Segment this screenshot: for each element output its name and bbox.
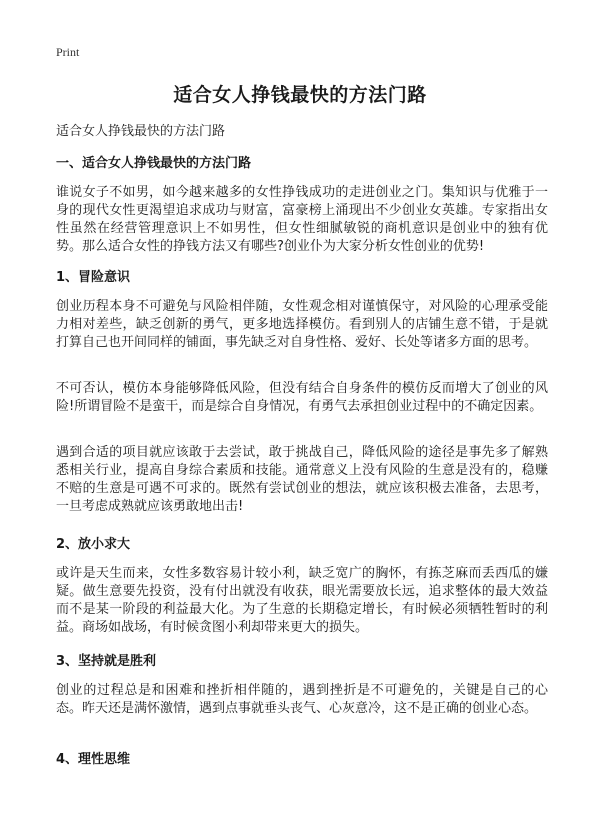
heading-risk-awareness: 1、冒险意识 — [56, 270, 131, 285]
let-go-small-paragraph: 或许是天生而来，女性多数容易计较小利，缺乏宽广的胸怀，有拣芝麻而丢西瓜的嫌疑。做生意要先投资，没有付出就没有收获，眼光需要放长远，追求整体的最大效益而不是某一阶段的利益最大化。为了生意的长期稳定增长，有时候必须牺牲暂时的利益。商场如战场，有时候贪图小利却带来更大的损失。 — [56, 566, 548, 635]
risk-paragraph-3: 遇到合适的项目就应该敢于去尝试，敢于挑战自己，降低风险的途径是事先多了解熟悉相关行业，提高自身综合素质和技能。通常意义上没有风险的生意是没有的，稳赚不赔的生意是可遇不可求的。既然有尝试创业的想法，就应该积极去准备，去思考，一旦考虑成熟就应该勇敢地出击! — [56, 445, 548, 514]
heading-let-go-small: 2、放小求大 — [56, 537, 131, 552]
risk-paragraph-2: 不可否认，模仿本身能够降低风险，但没有结合自身条件的模仿反而增大了创业的风险!所谓冒险不是蛮干，而是综合自身情况，有勇气去承担创业过程中的不确定因素。 — [56, 381, 548, 414]
section-heading: 一、适合女人挣钱最快的方法门路 — [56, 156, 252, 171]
page-title: 适合女人挣钱最快的方法门路 — [173, 84, 427, 106]
intro-paragraph: 谁说女子不如男，如今越来越多的女性挣钱成功的走进创业之门。集知识与优雅于一身的现代女性更渴望追求成功与财富，富豪榜上涌现出不少创业女英雄。专家指出女性虽然在经营管理意识上不如男性，但女性细腻敏锐的商机意识是创业中的独有优势。那么适合女性的挣钱方法又有哪些?创业仆为大家分析女性创业的优势! — [56, 185, 548, 254]
persistence-paragraph: 创业的过程总是和困难和挫折相伴随的，遇到挫折是不可避免的，关键是自己的心态。昨天还是满怀激情，遇到点事就垂头丧气、心灰意冷，这不是正确的创业心态。 — [56, 683, 548, 716]
risk-paragraph-1: 创业历程本身不可避免与风险相伴随，女性观念相对谨慎保守，对风险的心理承受能力相对差些，缺乏创新的勇气，更多地选择模仿。看到别人的店铺生意不错，于是就打算自己也开间同样的铺面，事先缺乏对自身性格、爱好、长处等诸多方面的思考。 — [56, 299, 548, 350]
heading-persistence: 3、坚持就是胜利 — [56, 654, 157, 669]
print-link[interactable]: Print — [56, 45, 80, 59]
heading-rational-thinking: 4、理性思维 — [56, 752, 131, 767]
document-subtitle: 适合女人挣钱最快的方法门路 — [56, 124, 226, 139]
